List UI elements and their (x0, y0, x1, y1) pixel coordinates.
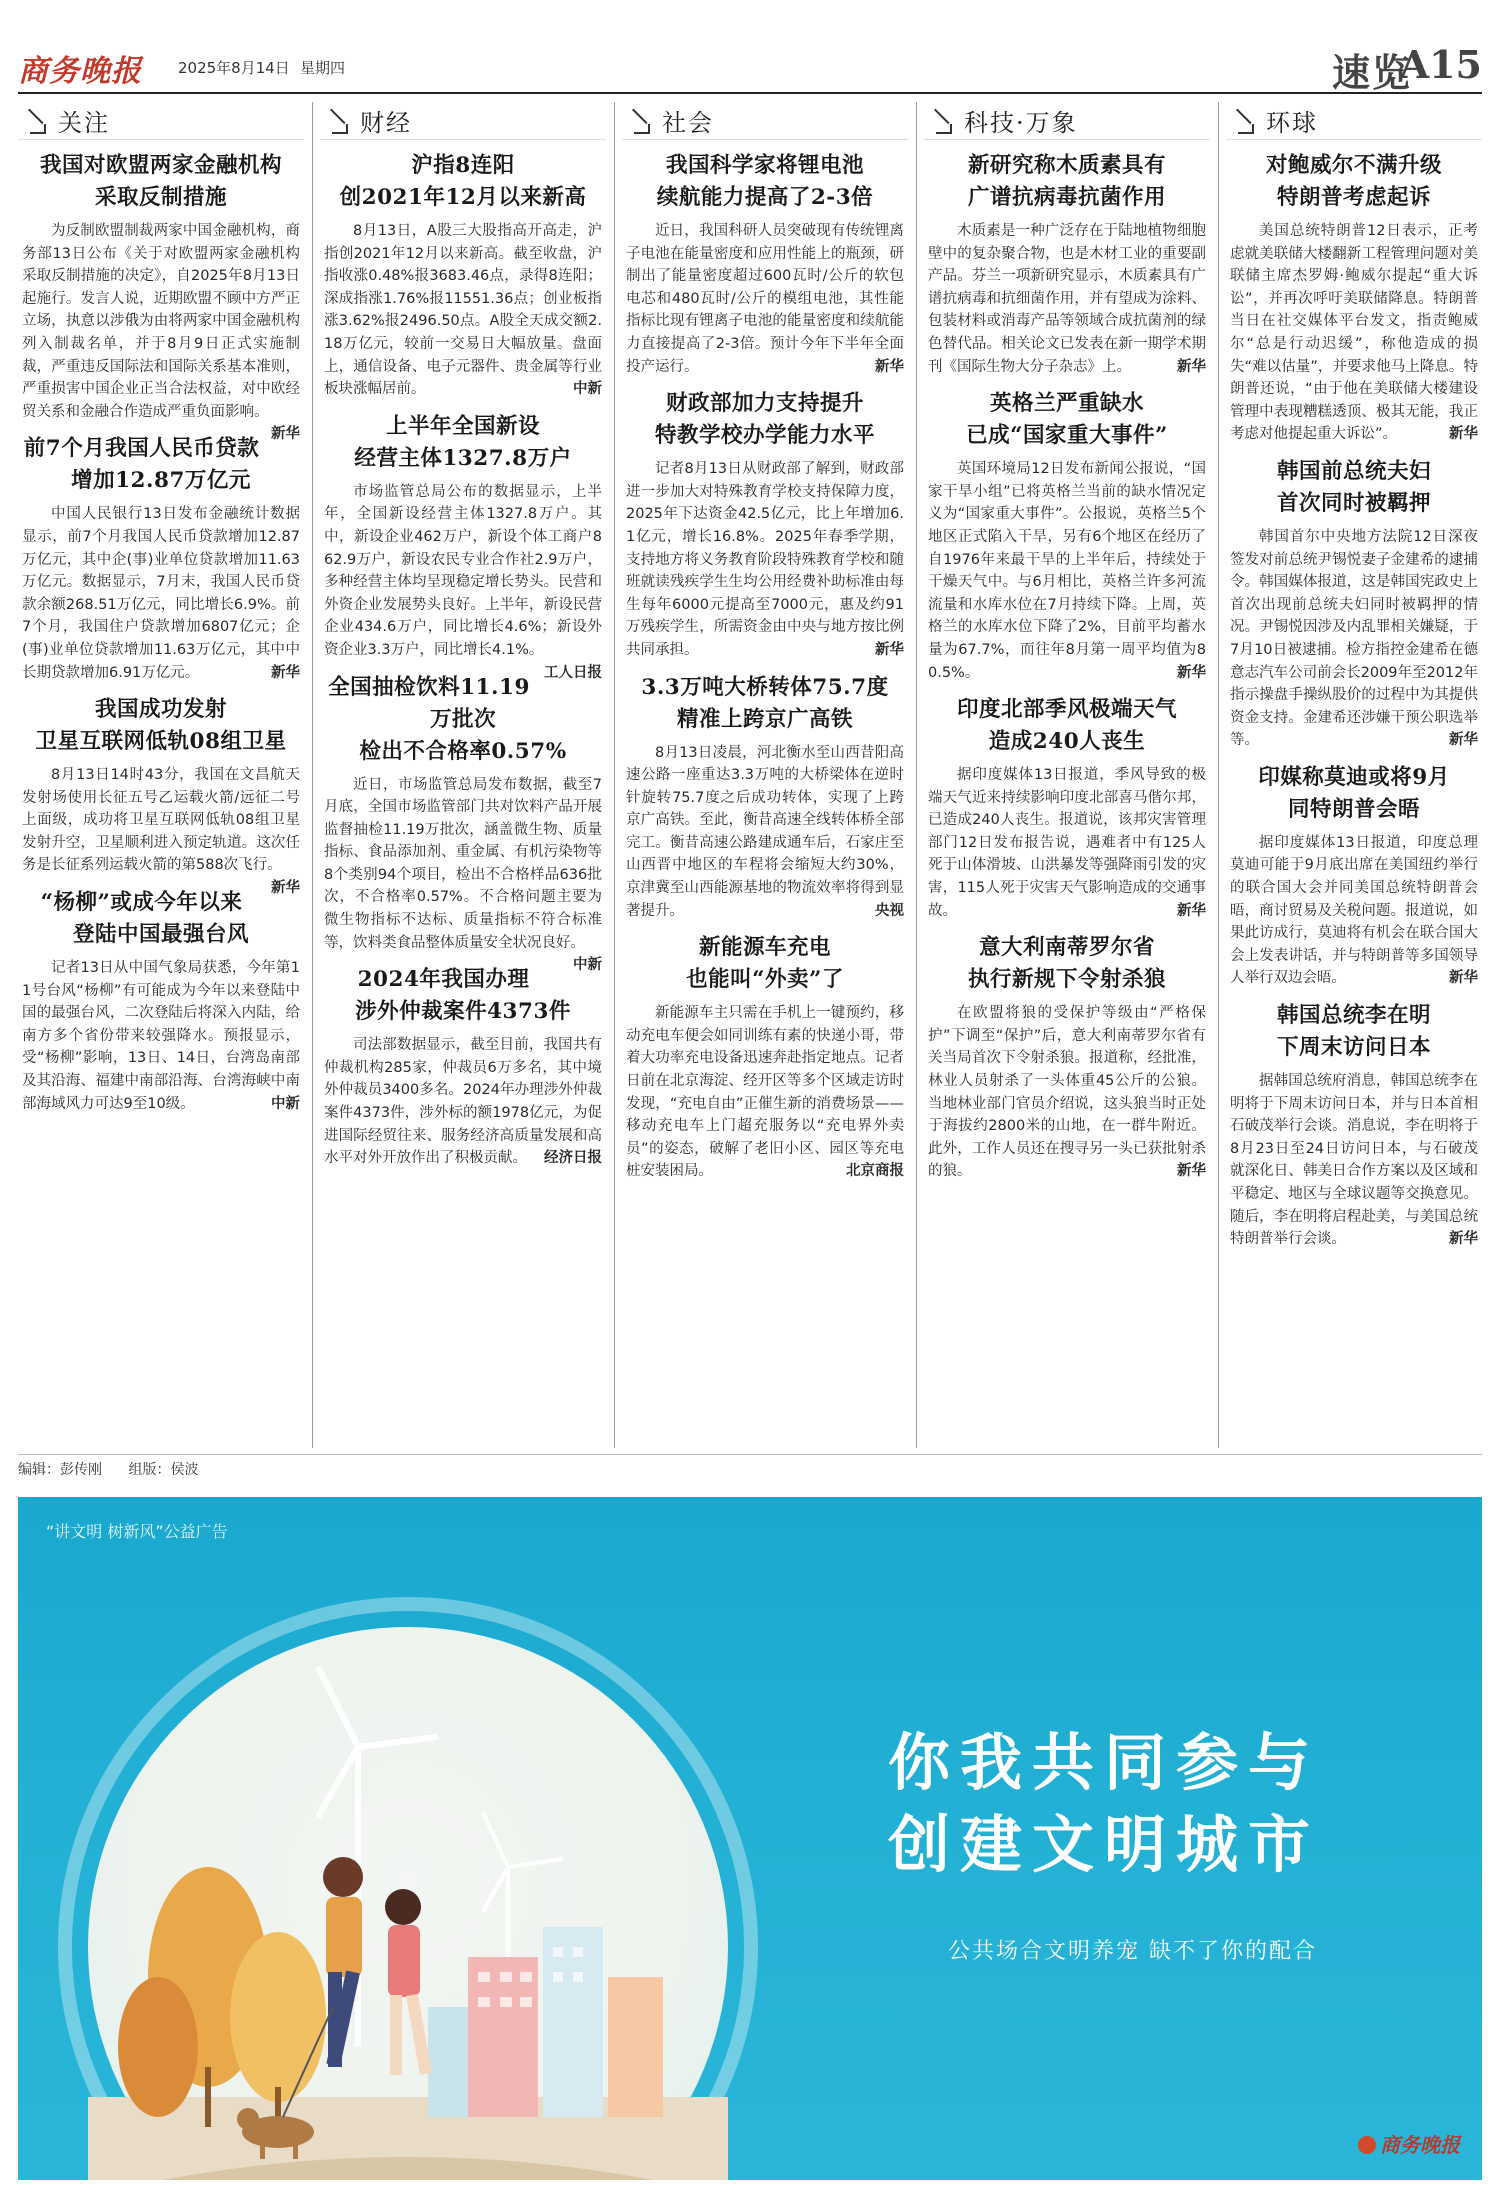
column-divider (1218, 102, 1219, 1448)
article[interactable] (320, 411, 606, 681)
article-body: 韩国首尔中央地方法院12日深夜签发对前总统尹锡悦妻子金建希的逮捕令。韩国媒体报道，这是韩国宪政史上首次出现前总统夫妇同时被羁押的情况。尹锡悦因涉及内乱罪相关嫌疑，于7月10日被逮捕。检方指控金建希在德意志汽车公司前会长2009年至2012年指示操盘手操纵股价的过程中为其提供资金支持。金建希还涉嫌干预公职选举等。 新华 (1230, 526, 1478, 752)
article[interactable] (622, 672, 908, 923)
article-source: 新华 (271, 664, 300, 681)
editor-credits (18, 1454, 1482, 1479)
city-walk-illustration (88, 1627, 728, 2180)
layout-editor-name: 组版：侯波 (128, 1462, 199, 1478)
article-source: 中新 (271, 1095, 300, 1112)
city-buildings-icon (428, 1927, 663, 2117)
news-columns (18, 102, 1482, 1448)
article-body: 据印度媒体13日报道，印度总理莫迪可能于9月底出席在美国纽约举行的联合国大会并同美国总统特朗普会晤，商讨贸易及关税问题。报道说，如果此访成行，莫迪将有机会在联合国大会上发表讲话，并与特朗普等多国领导人举行双边会晤。 新华 (1230, 832, 1478, 990)
article-body: 英国环境局12日发布新闻公报说，“国家干旱小组”已将英格兰当前的缺水情况定义为“国家重大事件”。公报说，英格兰5个地区正式陷入干旱，另有6个地区在经历了自1976年来最干旱的上半年后，持续处于干燥天气中。与6月相比，英格兰许多河流流量和水库水位在7月持续下降。上周，英格兰的水库水位下降了2%，目前平均蓄水量为67.7%，而往年8月第一周平均值为80.5%。 新华 (928, 458, 1206, 684)
article[interactable] (320, 150, 606, 401)
article-headline: 前7个月我国人民币贷款 增加12.87万亿元 (23, 436, 260, 494)
article-body: 据印度媒体13日报道，季风导致的极端天气近来持续影响印度北部喜马偕尔邦，已造成240人丧生。报道说，该邦灾害管理部门12日发布报告说，遇难者中有125人死于山体滑坡、山洪暴发等强降雨引发的灾害，115人死于灾害天气影响造成的交通事故。 新华 (928, 764, 1206, 922)
column-divider (614, 102, 615, 1448)
column-huanqiu (1226, 102, 1482, 1448)
article-body: 据韩国总统府消息，韩国总统李在明将于下周末访问日本，并与日本首相石破茂举行会谈。消息说，李在明将于8月23日至24日访问日本，与石破茂就深化日、韩美日合作方案以及区域和平稳定、地区与全球议题等交换意见。随后，李在明将启程赴美，与美国总统特朗普举行会谈。 新华 (1230, 1070, 1478, 1251)
article-body: 8月13日，A股三大股指高开高走，沪指创2021年12月以来新高。截至收盘，沪指收涨0.48%报3683.46点，录得8连阳；深成指涨1.76%报11551.36点；创业板指涨3.62%报2496.50点。A股全天成交额2.18万亿元，较前一交易日大幅放量。盘面上，通信设备、电子元器件、贵金属等行业板块涨幅居前。 中新 (324, 220, 602, 401)
article[interactable] (924, 932, 1210, 1183)
couple-walking-icon (323, 1857, 432, 2075)
ad-tag: “讲文明 树新风”公益广告 (46, 1522, 228, 1541)
column-title: 关注 (58, 109, 110, 137)
article-headline: 对鲍威尔不满升级 特朗普考虑起诉 (1265, 153, 1442, 210)
page-number: A15 (1399, 42, 1482, 87)
column-header (622, 102, 908, 140)
article-source: 经济日报 (544, 1150, 602, 1167)
article[interactable] (320, 964, 606, 1170)
article-headline: 新能源车充电 也能叫“外卖”了 (686, 935, 844, 993)
article-body: 8月13日凌晨，河北衡水至山西昔阳高速公路一座重达3.3万吨的大桥梁体在逆时针旋转75.7度之后成功转体，实现了上跨京广高铁。至此，衡昔高速全线转体桥全部完工。衡昔高速公路建成通车后，石家庄至山西晋中地区的车程将会缩短大约30%，京津冀至山西能源基地的物流效率将得到显著提升。 央视 (626, 742, 904, 923)
ad-illustration (88, 1627, 728, 2180)
article-source: 中新 (573, 957, 602, 974)
ad-newspaper-logo: 商务晚报 (1358, 2129, 1460, 2158)
article-source: 工人日报 (544, 664, 602, 681)
article-source: 新华 (1177, 1163, 1206, 1180)
column-keji-wanxiang (924, 102, 1210, 1448)
article[interactable] (924, 388, 1210, 684)
article-body: 市场监管总局公布的数据显示，上半年，全国新设经营主体1327.8万户。其中，新设企业462万户，新设个体工商户862.9万户，新设农民专业合作社2.9万户，多种经营主体均呈现稳定增长势头。民营和外资企业发展势头良好。上半年，新设民营企业434.6万户，同比增长4.6%；新设外资企业3.3万户，同比增长4.1%。 工人日报 (324, 481, 602, 662)
article-headline: 2024年我国办理 涉外仲裁案件4373件 (355, 967, 571, 1025)
public-service-ad (18, 1497, 1482, 2180)
article-headline: 新研究称木质素具有 广谱抗病毒抗菌作用 (967, 153, 1166, 210)
article-headline: “杨柳”或成今年以来 登陆中国最强台风 (40, 890, 249, 948)
article-headline: 印媒称莫迪或将9月 同特朗普会晤 (1258, 764, 1450, 822)
article-body: 木质素是一种广泛存在于陆地植物细胞壁中的复杂聚合物，也是木材工业的重要副产品。芬兰一项新研究显示，木质素具有广谱抗病毒和抗细菌作用，并有望成为涂料、包装材料或消毒产品等领域合成抗菌剂的绿色替代品。相关论文已发表在新一期学术期刊《国际生物大分子杂志》上。 新华 (928, 220, 1206, 378)
article[interactable] (622, 932, 908, 1183)
article-body: 近日，市场监管总局发布数据，截至7月底，全国市场监管部门共对饮料产品开展监督抽检11.19万批次，涵盖微生物、质量指标、食品添加剂、重金属、有机污染物等8个类别94个项目，检出不合格样品636批次，不合格率0.57%。不合格问题主要为微生物指标不达标、质量指标不符合标准等，饮料类食品整体质量安全状况良好。 中新 (324, 774, 602, 955)
article-body: 中国人民银行13日发布金融统计数据显示，前7个月我国人民币贷款增加12.87万亿元，其中企(事)业单位贷款增加11.63万亿元。数据显示，7月末，我国人民币贷款余额268.51万亿元，同比增长6.9%。前7个月，我国住户贷款增加6807亿元；企(事)业单位贷款增加11.63万亿元，其中中长期贷款增加6.91万亿元。 新华 (22, 503, 300, 684)
column-header (1226, 102, 1482, 140)
article-body: 在欧盟将狼的受保护等级由“严格保护”下调至“保护”后，意大利南蒂罗尔省有关当局首次下令射杀狼。报道称，经批准，林业人员射杀了一头体重45公斤的公狼。当地林业部门官员介绍说，这头狼当时正处于海拔约2800米的山地，在一群牛附近。此外，工作人员还在搜寻另一头已获批射杀的狼。 新华 (928, 1002, 1206, 1183)
article-body: 为反制欧盟制裁两家中国金融机构，商务部13日公布《关于对欧盟两家金融机构采取反制措施的决定》，自2025年8月13日起施行。发言人说，近期欧盟不顾中方严正立场，执意以涉俄为由将两家中国金融机构列入制裁名单，并于8月9日正式实施制裁，严重违反国际法和国际关系基本准则，严重损害中国企业正当合法权益，对中欧经贸关系和金融合作造成严重负面影响。 新华 (22, 220, 300, 423)
arrow-down-right-icon (1232, 108, 1258, 134)
arrow-down-right-icon (930, 108, 956, 134)
column-header (924, 102, 1210, 140)
issue-date: 2025年8月14日 (178, 59, 290, 77)
article-headline: 意大利南蒂罗尔省 执行新规下令射杀狼 (967, 935, 1166, 993)
article[interactable] (924, 150, 1210, 378)
arrow-down-right-icon (326, 108, 352, 134)
column-title: 社会 (662, 109, 714, 137)
article-source: 新华 (1449, 732, 1478, 749)
article-source: 新华 (875, 641, 904, 658)
masthead (18, 44, 1482, 94)
column-divider (916, 102, 917, 1448)
arrow-down-right-icon (24, 108, 50, 134)
article-source: 新华 (271, 426, 300, 443)
article-source: 新华 (1449, 970, 1478, 987)
article-body: 司法部数据显示，截至目前，我国共有仲裁机构285家，仲裁员6万多名，其中境外仲裁员3400多名。2024年办理涉外仲裁案件4373件，涉外标的额1978亿元，为促进国际经贸往来、服务经济高质量发展和高水平对外开放作出了积极贡献。 经济日报 (324, 1034, 602, 1170)
article[interactable] (1226, 150, 1482, 446)
article[interactable] (18, 150, 304, 443)
article-headline: 3.3万吨大桥转体75.7度 精准上跨京广高铁 (641, 674, 889, 732)
article-source: 新华 (1449, 1231, 1478, 1248)
article-body: 8月13日14时43分，我国在文昌航天发射场使用长征五号乙运载火箭/远征二号上面级，成功将卫星互联网低轨08组卫星发射升空，卫星顺利进入预定轨道。这次任务是长征系列运载火箭的第588次飞行。 新华 (22, 764, 300, 877)
article[interactable] (18, 887, 304, 1115)
article-body: 记者13日从中国气象局获悉，今年第11号台风“杨柳”有可能成为今年以来登陆中国的最强台风，二次登陆后将深入内陆，给南方多个省份带来较强降水。预报显示，受“杨柳”影响，13日、14日，台湾岛南部及其沿海、福建中南部沿海、台湾海峡中南部海域风力可达9至10级。 中新 (22, 957, 300, 1115)
article-source: 新华 (1177, 358, 1206, 375)
sun-logo-icon (1358, 2136, 1376, 2154)
article-source: 新华 (875, 358, 904, 375)
newspaper-logo: 商务晚报 (18, 54, 142, 89)
article-headline: 英格兰严重缺水 已成“国家重大事件” (966, 391, 1168, 449)
article[interactable] (320, 672, 606, 974)
article-source: 新华 (1177, 664, 1206, 681)
article[interactable] (1226, 1000, 1482, 1251)
column-guanzhu (18, 102, 304, 1448)
article-source: 北京商报 (846, 1163, 904, 1180)
column-title: 科技·万象 (964, 109, 1078, 137)
arrow-down-right-icon (628, 108, 654, 134)
article-source: 新华 (1449, 426, 1478, 443)
section-title: 速览 (1331, 50, 1412, 95)
article[interactable] (1226, 456, 1482, 752)
editor-name: 编辑：彭传刚 (18, 1462, 102, 1478)
column-header (320, 102, 606, 140)
article-headline: 上半年全国新设 经营主体1327.8万户 (354, 413, 572, 471)
article-headline: 我国科学家将锂电池 续航能力提高了2-3倍 (656, 153, 874, 210)
article-headline: 我国对欧盟两家金融机构 采取反制措施 (39, 153, 282, 210)
article-source: 新华 (271, 880, 300, 897)
article-body: 近日，我国科研人员突破现有传统锂离子电池在能量密度和应用性能上的瓶颈，研制出了能量密度超过600瓦时/公斤的软包电芯和480瓦时/公斤的模组电池，其性能指标比现有锂离子电池的能量密度和续航能力直接提高了2-3倍。预计今年下半年全面投产运行。 新华 (626, 220, 904, 378)
article-headline: 全国抽检饮料11.19万批次 检出不合格率0.57% (328, 674, 567, 764)
article-body: 记者8月13日从财政部了解到，财政部进一步加大对特殊教育学校支持保障力度，2025年下达资金42.5亿元，比上年增加6.1亿元，增长16.8%。2025年春季学期，支持地方将义务教育阶段特殊教育学校和随班就读残疾学生生均公用经费补助标准由每生每年6000元提高至7000元，惠及约91万残疾学生，所需资金由中央与地方按比例共同承担。 新华 (626, 458, 904, 661)
article-body: 美国总统特朗普12日表示，正考虑就美联储大楼翻新工程管理问题对美联储主席杰罗姆·鲍威尔提起“重大诉讼”，并再次呼吁美联储降息。特朗普当日在社交媒体平台发文，指责鲍威尔“总是行动迟缓”，称他造成的损失“难以估量”，并要求他马上降息。特朗普还说，“由于他在美联储大楼建设管理中表现糟糕透顶、极其无能，我正考虑对他提起重大诉讼”。 新华 (1230, 220, 1478, 446)
article-headline: 沪指8连阳 创2021年12月以来新高 (339, 153, 587, 210)
column-caijing (320, 102, 606, 1448)
article-source: 央视 (875, 902, 904, 919)
article-headline: 我国成功发射 卫星互联网低轨08组卫星 (35, 697, 287, 755)
article[interactable] (18, 433, 304, 684)
article-body: 新能源车主只需在手机上一键预约，移动充电车便会如同训练有素的快递小哥，带着大功率充电设备迅速奔赴指定地点。记者日前在北京海淀、经开区等多个区域走访时发现，“充电自由”正催生新的消费场景——移动充电车上门超充服务以“充电界外卖员”的姿态，破解了老旧小区、园区等充电桩安装困局。 北京商报 (626, 1002, 904, 1183)
ad-slogan: 公共场合文明养宠 缺不了你的配合 (948, 1939, 1317, 1964)
article-source: 新华 (1177, 902, 1206, 919)
article-headline: 财政部加力支持提升 特教学校办学能力水平 (654, 391, 875, 449)
column-title: 环球 (1266, 109, 1318, 137)
issue-weekday: 星期四 (300, 59, 346, 77)
article[interactable] (622, 150, 908, 378)
article[interactable] (924, 694, 1210, 922)
article[interactable] (18, 694, 304, 897)
article[interactable] (622, 388, 908, 661)
column-shehui (622, 102, 908, 1448)
article-source: 中新 (573, 381, 602, 398)
column-divider (312, 102, 313, 1448)
column-header (18, 102, 304, 140)
article-headline: 韩国总统李在明 下周末访问日本 (1276, 1003, 1431, 1061)
ad-headline: 你我共同参与 创建文明城市 (888, 1726, 1321, 1881)
article[interactable] (1226, 762, 1482, 990)
column-title: 财经 (360, 109, 412, 137)
article-headline: 印度北部季风极端天气 造成240人丧生 (956, 697, 1177, 755)
article-headline: 韩国前总统夫妇 首次同时被羁押 (1276, 458, 1431, 516)
